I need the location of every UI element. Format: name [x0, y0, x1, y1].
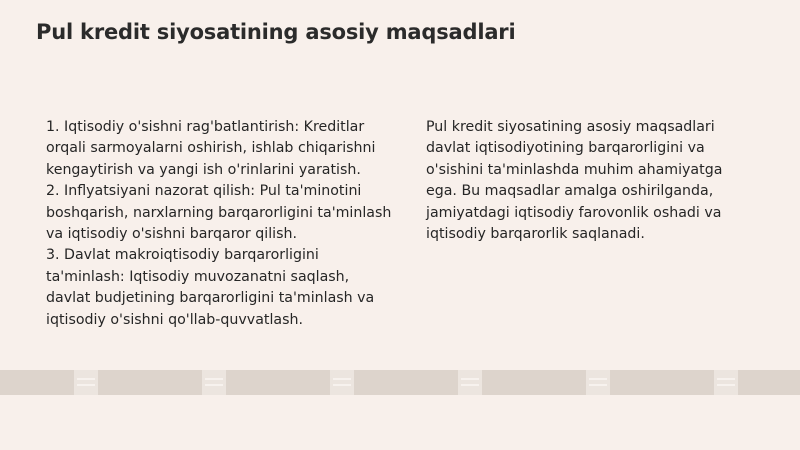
- goal-item-1: 1. Iqtisodiy o'sishni rag'batlantirish: Kreditlar orqali sarmoyalarni oshirish, ishlab chiqarishni kengaytirish va yangi ish o'rinlarini yaratish.: [46, 119, 376, 178]
- band-divider: [714, 370, 738, 395]
- band-segment: [738, 370, 800, 395]
- band-segment: [610, 370, 714, 395]
- band-segment: [98, 370, 202, 395]
- summary-column: [426, 117, 746, 245]
- decorative-band: [0, 370, 800, 395]
- goals-list: [46, 117, 396, 331]
- band-segment: [226, 370, 330, 395]
- band-divider: [202, 370, 226, 395]
- band-divider: [74, 370, 98, 395]
- band-segment: [354, 370, 458, 395]
- band-divider: [458, 370, 482, 395]
- slide-title: Pul kredit siyosatining asosiy maqsadlari: [36, 20, 516, 44]
- band-divider: [586, 370, 610, 395]
- band-segment: [482, 370, 586, 395]
- goal-item-3: 3. Davlat makroiqtisodiy barqarorligini ta'minlash: Iqtisodiy muvozanatni saqlash, davlat budjetining barqarorligini ta'minlash va iqtisodiy o'sishni qo'llab-quvvatlash.: [46, 247, 375, 328]
- band-divider: [330, 370, 354, 395]
- band-segment: [0, 370, 74, 395]
- goal-item-2: 2. Inflyatsiyani nazorat qilish: Pul ta'minotini boshqarish, narxlarning barqarorligini ta'minlash va iqtisodiy o'sishni barqaror qilish.: [46, 183, 392, 243]
- summary-paragraph: Pul kredit siyosatining asosiy maqsadlari davlat iqtisodiyotining barqarorligini va o'sishini ta'minlashda muhim ahamiyatga ega. Bu maqsadlar amalga oshirilganda, jamiyatdagi iqtisodiy farovonlik oshadi va iqtisodiy barqarorlik saqlanadi.: [426, 119, 723, 243]
